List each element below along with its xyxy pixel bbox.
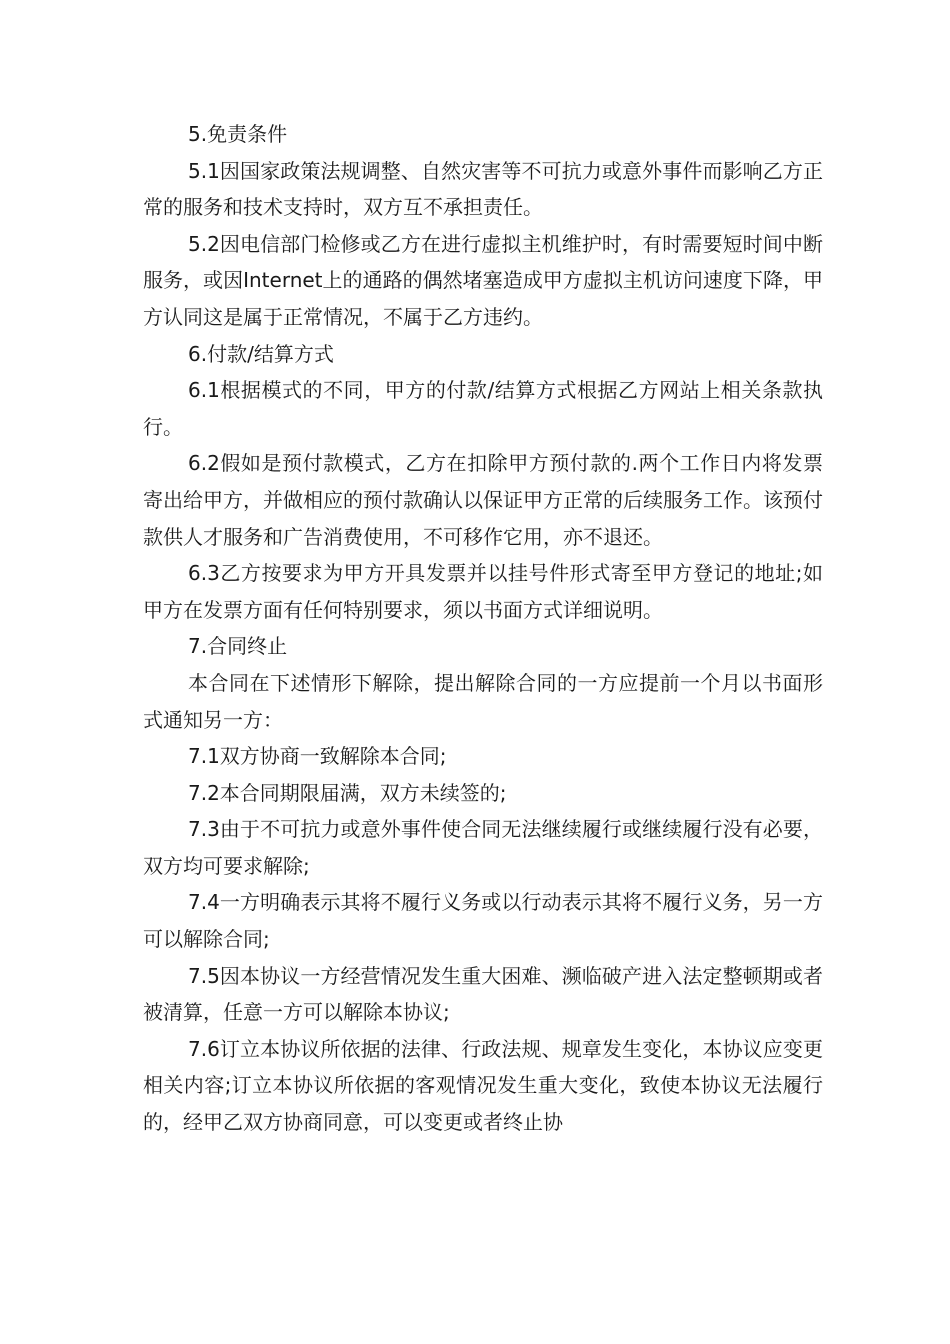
paragraph: 6.3乙方按要求为甲方开具发票并以挂号件形式寄至甲方登记的地址;如甲方在发票方面有任何特别要求，须以书面方式详细说明。 bbox=[143, 561, 823, 622]
paragraph: 6.2假如是预付款模式，乙方在扣除甲方预付款的.两个工作日内将发票寄出给甲方，并做相应的预付款确认以保证甲方正常的后续服务工作。该预付款供人才服务和广告消费使用，不可移作它用，亦不退还。 bbox=[143, 451, 823, 549]
paragraph: 7.4一方明确表示其将不履行义务或以行动表示其将不履行义务，另一方可以解除合同; bbox=[143, 890, 823, 952]
paragraph: 7.2本合同期限届满，双方未续签的; bbox=[188, 780, 507, 805]
paragraph: 本合同在下述情形下解除，提出解除合同的一方应提前一个月以书面形式通知另一方： bbox=[143, 670, 823, 732]
paragraph: 7.1双方协商一致解除本合同; bbox=[188, 744, 447, 769]
section-heading: 6.付款/结算方式 bbox=[188, 341, 334, 366]
paragraph: 7.6订立本协议所依据的法律、行政法规、规章发生变化，本协议应变更相关内容;订立本协议所依据的客观情况发生重大变化，致使本协议无法履行的，经甲乙双方协商同意，可以变更或者终止协 bbox=[143, 1036, 823, 1135]
section-heading: 7.合同终止 bbox=[188, 634, 288, 659]
paragraph: 7.5因本协议一方经营情况发生重大困难、濒临破产进入法定整顿期或者被清算，任意一方可以解除本协议; bbox=[143, 963, 823, 1025]
document-body bbox=[143, 116, 823, 1141]
paragraph: 5.2因电信部门检修或乙方在进行虚拟主机维护时，有时需要短时间中断服务，或因Internet上的通路的偶然堵塞造成甲方虚拟主机访问速度下降，甲方认同这是属于正常情况，不属于乙方违约。 bbox=[143, 231, 823, 329]
section-heading: 5.免责条件 bbox=[188, 122, 288, 146]
paragraph: 6.1根据模式的不同，甲方的付款/结算方式根据乙方网站上相关条款执行。 bbox=[143, 378, 823, 439]
paragraph: 7.3由于不可抗力或意外事件使合同无法继续履行或继续履行没有必要，双方均可要求解除; bbox=[143, 817, 823, 878]
paragraph: 5.1因国家政策法规调整、自然灾害等不可抗力或意外事件而影响乙方正常的服务和技术支持时，双方互不承担责任。 bbox=[143, 158, 823, 220]
